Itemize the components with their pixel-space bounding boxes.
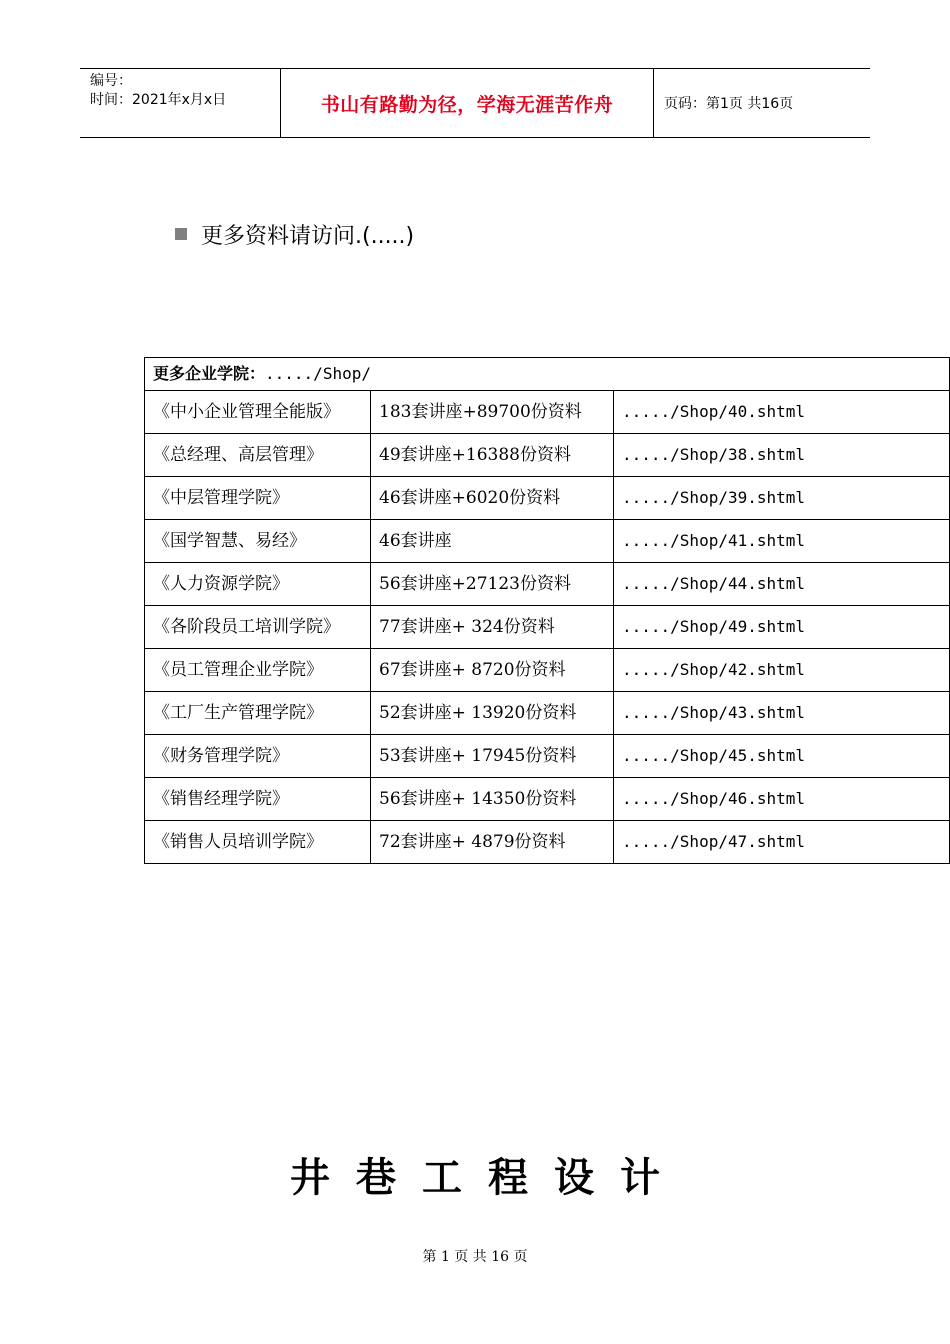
course-links-table	[144, 357, 950, 864]
header-motto: 书山有路勤为径，学海无涯苦作舟	[281, 69, 654, 137]
table-row	[145, 606, 950, 649]
course-content-cell: 183套讲座+89700份资料	[371, 391, 614, 434]
square-bullet-icon	[175, 228, 187, 240]
course-url-link[interactable]: ...../Shop/45.shtml	[614, 735, 950, 778]
course-url-link[interactable]: ...../Shop/40.shtml	[614, 391, 950, 434]
course-name-cell: 《财务管理学院》	[145, 735, 371, 778]
table-header-label: 更多企业学院：	[153, 364, 266, 383]
table-row	[145, 477, 950, 520]
table-header-url[interactable]: ...../Shop/	[265, 364, 371, 383]
course-name-cell: 《工厂生产管理学院》	[145, 692, 371, 735]
table-row	[145, 821, 950, 864]
course-url-link[interactable]: ...../Shop/42.shtml	[614, 649, 950, 692]
course-name-cell: 《销售人员培训学院》	[145, 821, 371, 864]
course-content-cell: 46套讲座+6020份资料	[371, 477, 614, 520]
header-page-info: 页码：第1页 共16页	[664, 96, 794, 112]
course-name-cell: 《销售经理学院》	[145, 778, 371, 821]
course-content-cell: 56套讲座+27123份资料	[371, 563, 614, 606]
course-content-cell: 53套讲座+ 17945份资料	[371, 735, 614, 778]
course-content-cell: 56套讲座+ 14350份资料	[371, 778, 614, 821]
course-url-link[interactable]: ...../Shop/46.shtml	[614, 778, 950, 821]
course-url-link[interactable]: ...../Shop/41.shtml	[614, 520, 950, 563]
course-url-link[interactable]: ...../Shop/47.shtml	[614, 821, 950, 864]
table-row	[145, 649, 950, 692]
course-url-link[interactable]: ...../Shop/44.shtml	[614, 563, 950, 606]
course-content-cell: 52套讲座+ 13920份资料	[371, 692, 614, 735]
course-url-link[interactable]: ...../Shop/43.shtml	[614, 692, 950, 735]
table-row	[145, 520, 950, 563]
course-name-cell: 《中层管理学院》	[145, 477, 371, 520]
course-content-cell: 77套讲座+ 324份资料	[371, 606, 614, 649]
document-number-label: 编号：	[90, 73, 132, 89]
course-name-cell: 《人力资源学院》	[145, 563, 371, 606]
course-content-cell: 49套讲座+16388份资料	[371, 434, 614, 477]
document-title: 井巷工程设计	[290, 1154, 686, 1201]
course-url-link[interactable]: ...../Shop/39.shtml	[614, 477, 950, 520]
table-row	[145, 735, 950, 778]
course-name-cell: 《员工管理企业学院》	[145, 649, 371, 692]
table-header-row	[145, 358, 950, 391]
course-content-cell: 67套讲座+ 8720份资料	[371, 649, 614, 692]
table-row	[145, 692, 950, 735]
more-info-line	[175, 218, 414, 250]
header-meta	[80, 69, 281, 137]
table-row	[145, 563, 950, 606]
table-row	[145, 434, 950, 477]
course-url-link[interactable]: ...../Shop/38.shtml	[614, 434, 950, 477]
page-header	[80, 68, 870, 138]
course-content-cell: 46套讲座	[371, 520, 614, 563]
table-header-cell	[145, 358, 950, 391]
course-url-link[interactable]: ...../Shop/49.shtml	[614, 606, 950, 649]
course-name-cell: 《国学智慧、易经》	[145, 520, 371, 563]
table-row	[145, 391, 950, 434]
course-content-cell: 72套讲座+ 4879份资料	[371, 821, 614, 864]
course-name-cell: 《各阶段员工培训学院》	[145, 606, 371, 649]
more-info-text[interactable]: 更多资料请访问.(.....)	[201, 223, 415, 249]
course-name-cell: 《中小企业管理全能版》	[145, 391, 371, 434]
document-date: 时间：2021年x月x日	[90, 92, 227, 108]
course-name-cell: 《总经理、高层管理》	[145, 434, 371, 477]
table-row	[145, 778, 950, 821]
page-footer: 第 1 页 共 16 页	[422, 1249, 528, 1265]
